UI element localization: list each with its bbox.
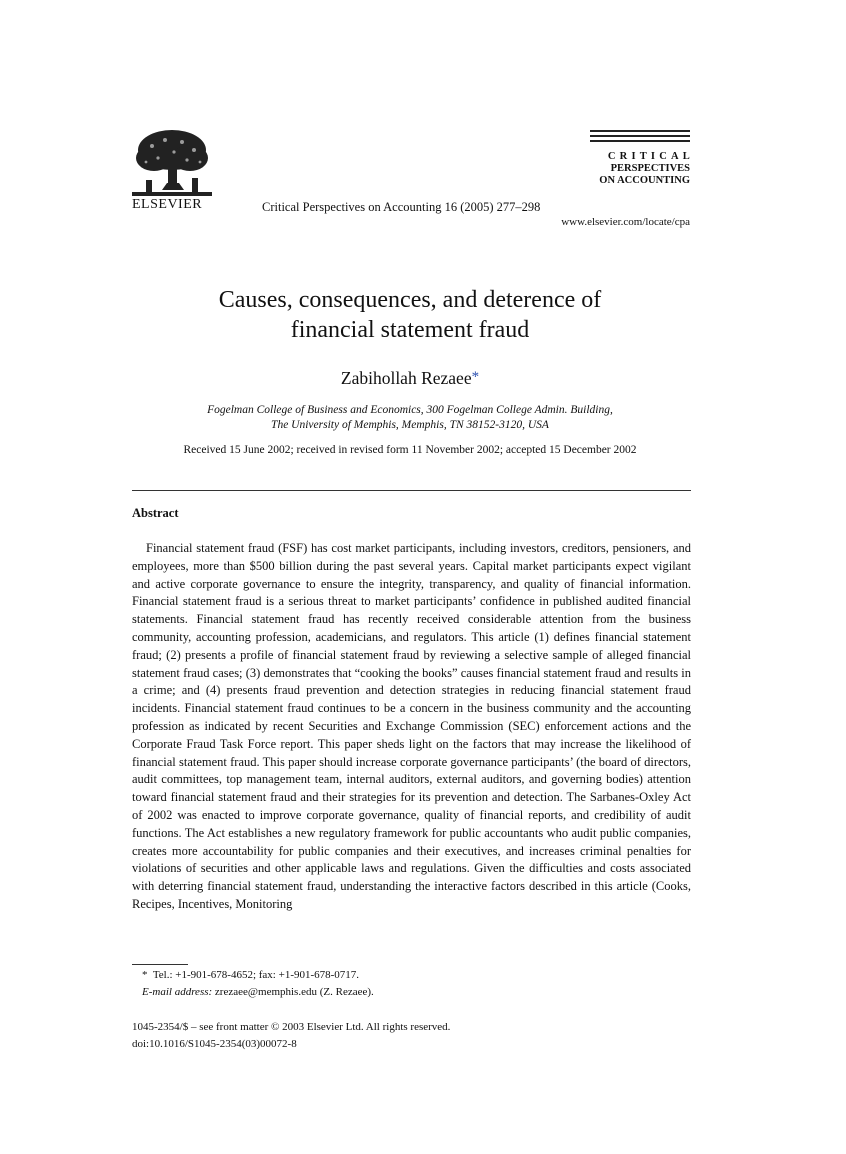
email-address[interactable]: zrezaee@memphis.edu (Z. Rezaee). (214, 986, 374, 998)
received-dates: Received 15 June 2002; received in revised form 11 November 2002; accepted 15 December 2002 (183, 444, 637, 456)
journal-name (580, 151, 694, 187)
journal-name-line1: CRITICAL (607, 151, 694, 162)
divider (132, 490, 691, 491)
abstract-heading: Abstract (132, 506, 179, 520)
affiliation-line-2: The University of Memphis, Memphis, TN 38152-3120, USA (271, 419, 549, 431)
journal-rules (590, 130, 690, 145)
article-title (130, 285, 690, 345)
author-line (130, 368, 690, 389)
abstract-text: Financial statement fraud (FSF) has cost market participants, including investors, creditors, pensioners, and employees, more than $500 billion during the past several years. Capital market participants expect vigilant and active corporate governance to ensure the integrity, transparency, and quality of financial information. Financial statement fraud is a serious threat to market participants’ confidence in published audited financial statements. Financial statement fraud has recently received considerable attention from the business community, accounting profession, academicians, and regulators. This article (1) defines financial statement fraud; (2) presents a profile of financial statement fraud by reviewing a selective sample of alleged financial statement fraud cases; (3) demonstrates that “cooking the books” causes financial statement fraud and results in a crime; and (4) presents fraud prevention and detection strategies in reducing financial statement fraud incidents. Financial statement fraud continues to be a concern in the business community and the accounting profession as indicated by recent Securities and Exchange Commission (SEC) enforcement actions and the Corporate Fraud Task Force report. This paper sheds light on the factors that may increase the likelihood of financial statement fraud. This paper should increase corporate governance participants’ (the board of directors, audit committees, top management team, internal auditors, external auditors, and governing bodies) attention toward financial statement fraud and their strategies for its prevention and detection. The Sarbanes-Oxley Act of 2002 was enacted to improve corporate governance, quality of financial reports, and credibility of audit functions. The Act establishes a new regulatory framework for public accountants who audit public companies, creates more accountability for public companies and their executives, and increases criminal penalties for violations of securities and other applicable laws and regulations. Given the difficulties and costs associated with deterring financial statement fraud, understanding the interactive factors described in this article (Cooks, Recipes, Incentives, Monitoring (132, 541, 691, 911)
title-line-1: Causes, consequences, and deterence of (218, 287, 602, 313)
author-name: Zabihollah Rezaee (340, 368, 472, 388)
footnote-divider (132, 964, 188, 965)
journal-citation: Critical Perspectives on Accounting 16 (2005) 277–298 (262, 200, 541, 214)
author-footnote-link[interactable]: * (471, 369, 480, 385)
email-label: E-mail address: (142, 986, 213, 998)
affiliation (130, 403, 690, 433)
journal-url[interactable]: www.elsevier.com/locate/cpa (561, 216, 690, 228)
journal-name-line2: PERSPECTIVES (610, 163, 690, 174)
affiliation-line-1: Fogelman College of Business and Economics, 300 Fogelman College Admin. Building, (207, 404, 613, 416)
footnote-email (142, 986, 374, 998)
footnote-contact-text: Tel.: +1-901-678-4652; fax: +1-901-678-0717. (152, 969, 360, 981)
elsevier-tree-logo-icon (132, 128, 212, 198)
copyright-line: 1045-2354/$ – see front matter © 2003 Elsevier Ltd. All rights reserved. (132, 1021, 451, 1033)
doi-line[interactable]: doi:10.1016/S1045-2354(03)00072-8 (132, 1038, 297, 1050)
title-line-2: financial statement fraud (290, 317, 530, 343)
footnote-marker: * (142, 969, 148, 981)
journal-name-line3: ON ACCOUNTING (599, 175, 690, 186)
publisher-name: ELSEVIER (132, 197, 203, 212)
footnote-contact (142, 969, 359, 981)
